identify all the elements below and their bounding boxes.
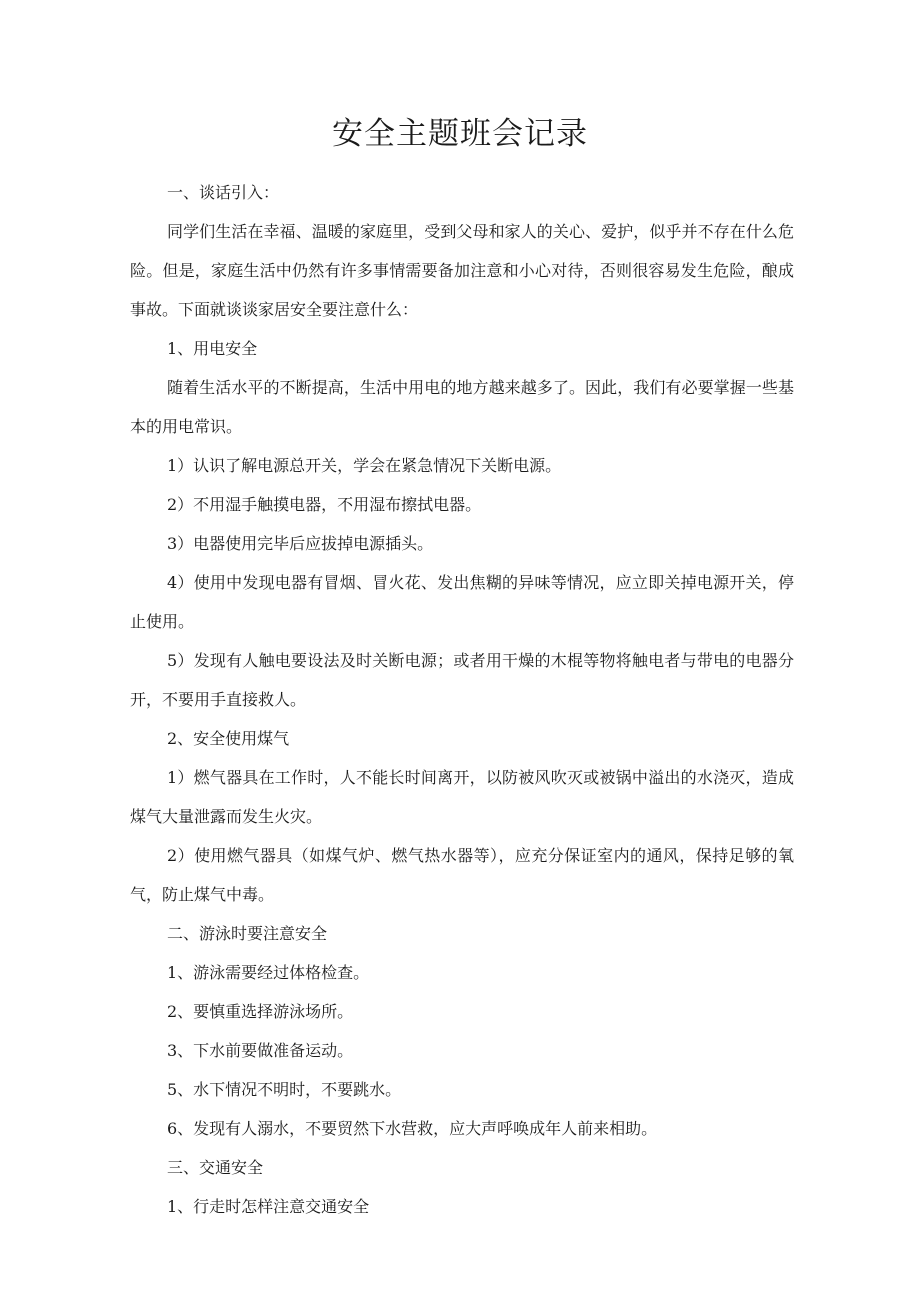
list-item: 1）燃气器具在工作时，人不能长时间离开，以防被风吹灭或被锅中溢出的水浇灭，造成煤气大量泄露而发生火灾。 (130, 768, 794, 826)
electric-safety-paragraph: 随着生活水平的不断提高，生活中用电的地方越来越多了。因此，我们有必要掌握一些基本的用电常识。 (130, 378, 794, 436)
list-item: 1）认识了解电源总开关，学会在紧急情况下关断电源。 (167, 456, 562, 475)
list-item: 2）不用湿手触摸电器，不用湿布擦拭电器。 (167, 495, 482, 514)
list-item: 4）使用中发现电器有冒烟、冒火花、发出焦糊的异味等情况，应立即关掉电源开关，停止使用。 (130, 573, 794, 631)
subheading-walking-safety: 1、行走时怎样注意交通安全 (167, 1197, 370, 1216)
section-heading-traffic: 三、交通安全 (167, 1158, 264, 1177)
list-item: 5、水下情况不明时，不要跳水。 (167, 1080, 402, 1099)
subheading-gas-safety: 2、安全使用煤气 (167, 729, 290, 748)
list-item: 2）使用燃气器具（如煤气炉、燃气热水器等），应充分保证室内的通风，保持足够的氧气，防止煤气中毒。 (130, 846, 794, 904)
page-title: 安全主题班会记录 (332, 116, 588, 152)
intro-paragraph: 同学们生活在幸福、温暖的家庭里，受到父母和家人的关心、爱护，似乎并不存在什么危险。但是，家庭生活中仍然有许多事情需要备加注意和小心对待，否则很容易发生危险，酿成事故。下面就谈谈家居安全要注意什么： (130, 222, 794, 319)
list-item: 3）电器使用完毕后应拔掉电源插头。 (167, 534, 434, 553)
section-heading-swimming: 二、游泳时要注意安全 (167, 924, 328, 943)
list-item: 2、要慎重选择游泳场所。 (167, 1002, 354, 1021)
section-heading-intro: 一、谈话引入： (167, 183, 280, 202)
list-item: 3、下水前要做准备运动。 (167, 1041, 354, 1060)
list-item: 6、发现有人溺水，不要贸然下水营救，应大声呼唤成年人前来相助。 (167, 1119, 658, 1138)
list-item: 5）发现有人触电要设法及时关断电源；或者用干燥的木棍等物将触电者与带电的电器分开，不要用手直接救人。 (130, 651, 794, 709)
subheading-electric-safety: 1、用电安全 (167, 339, 258, 358)
list-item: 1、游泳需要经过体格检查。 (167, 963, 370, 982)
document-body (130, 173, 794, 1226)
